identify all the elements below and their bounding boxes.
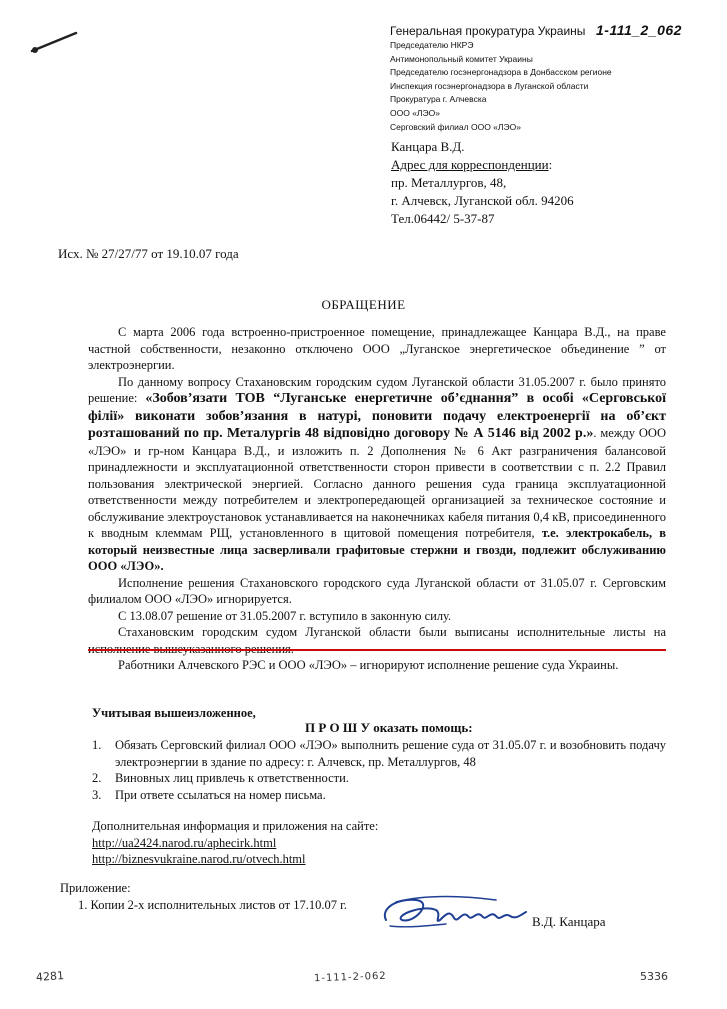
recipients-block bbox=[390, 24, 612, 134]
paragraph bbox=[88, 624, 666, 657]
paragraph: По данному вопросу Стахановским городским судом Луганской области 31.05.2007 г. было принято решение: «Зобов’язати ТОВ “Луганське енергетичне об’єднання” в особі «Серговської філії» виконати зобов’язання в натурі, поновити подачу електроенергії на об’єкт розташований по пр. Металургів 48 відповідно договору № А 5146 від 2002 р.». между ООО «ЛЭО» и гр-ном Канцара В.Д., и изложить п. 2 Дополнения № 6 Акт разграничения балансовой принадлежности и эксплуатационной ответственности сторон привести в соответствии с п. 2.2 Правил пользования электрической энергией. Согласно данного решения суда граница эксплуатационной ответственности между потребителем и электропередающей организацией за техническое состояние и обслуживание электроустановок устанавливается на наконечниках кабеля питания 0,4 кВ, присоединенного к вводным клеммам РЩ, установленного в щитовой помещения потребителя, т.е. электрокабель, в который неизвестные лица засверливали графитовые стержни и гвозди, подлежит обслуживанию ООО «ЛЭО». bbox=[88, 374, 666, 573]
additional-info bbox=[92, 818, 378, 868]
attachment-item: 1. Копии 2-х исполнительных листов от 17.10.07 г. bbox=[78, 898, 347, 912]
handwritten-note: 1-111-2-062 bbox=[313, 970, 387, 985]
recipient-line: Серговский филиал ООО «ЛЭО» bbox=[390, 121, 521, 132]
info-link[interactable]: http://ua2424.narod.ru/aphecirk.html bbox=[92, 835, 277, 850]
document-heading: ОБРАЩЕНИЕ bbox=[321, 297, 406, 312]
recipient-line: Антимонопольный комитет Украины bbox=[390, 53, 533, 64]
attachment-block bbox=[60, 880, 347, 914]
considering-line: Учитывая вышеизложенное, bbox=[92, 706, 256, 720]
list-item: 2. Виновных лиц привлечь к ответственности. bbox=[92, 771, 349, 785]
underlined-sentence: Стахановским городским судом Луганской области были выписаны исполнительные листы на bbox=[118, 625, 666, 639]
letter-body bbox=[88, 324, 666, 674]
handwritten-note: 5336 bbox=[640, 970, 668, 983]
signature-name: В.Д. Канцара bbox=[532, 914, 606, 929]
outgoing-reference: Исх. № 27/27/77 от 19.10.07 года bbox=[58, 246, 239, 261]
sender-street: пр. Металлургов, 48, bbox=[391, 175, 507, 190]
info-label: Дополнительная информация и приложения на сайте: bbox=[92, 819, 379, 833]
attachment-label: Приложение: bbox=[60, 881, 131, 895]
recipient-line: Председателю госэнергонадзора в Донбасском регионе bbox=[390, 67, 612, 78]
list-item: 3. При ответе ссылаться на номер письма. bbox=[92, 787, 326, 802]
sender-block: Канцара В.Д. Адрес для корреспонденции: пр. Металлургов, 48, г. Алчевск, Луганской обл. 94206 Тел.06442/ 5-37-87 bbox=[391, 139, 574, 226]
paragraph: Работники Алчевского РЭС и ООО «ЛЭО» – игнорируют исполнение решение суда Украины. bbox=[118, 658, 619, 672]
signature bbox=[376, 890, 532, 936]
list-item: 1. Обязать Серговский филиал ООО «ЛЭО» выполнить решение суда от 31.05.07 г. и возобновить подачу электроэнергии в здание по адресу: г. Алчевск, пр. Металлургов, 48 bbox=[92, 738, 666, 769]
paragraph: С марта 2006 года встроенно-пристроенное помещение, принадлежащее Канцара В.Д., на праве частной собственности, незаконно отключено ООО „Луганское энергетическое объединение ” от электроэнергии. bbox=[88, 325, 666, 372]
paragraph: С 13.08.07 решение от 31.05.2007 г. вступило в законную силу. bbox=[118, 608, 452, 623]
recipient-line: Прокуратура г. Алчевска bbox=[390, 94, 487, 105]
red-underline-mark bbox=[88, 649, 666, 651]
info-link[interactable]: http://biznesvukraine.narod.ru/otvech.html bbox=[92, 852, 306, 866]
recipient-main: Генеральная прокуратура Украины bbox=[390, 24, 586, 38]
paragraph: Исполнение решения Стахановского городского суда Луганской области от 31.05.07 г. Серговским филиалом ООО «ЛЭО» игнорируется. bbox=[88, 575, 666, 606]
emphasis-text: т.е. электрокабель, в который неизвестные лица засверливали графитовые стержни и гвозди, подлежит обслуживанию ООО «ЛЭО». bbox=[88, 526, 666, 573]
request-heading: П Р О Ш У оказать помощь: bbox=[305, 720, 473, 735]
court-decision-quote: «Зобов’язати ТОВ “Луганське енергетичне об’єднання” в особі «Серговської філії» виконати зобов’язання в натурі, поновити подачу електроенергії на об’єкт розташований по пр. Металургів 48 відповідно договору № А 5146 від 2002 р.» bbox=[88, 391, 666, 441]
request-list bbox=[92, 737, 666, 803]
sender-name: Канцара В.Д. bbox=[391, 139, 465, 154]
handwritten-note: 4281 bbox=[35, 969, 65, 984]
recipient-line: Председателю НКРЭ bbox=[390, 40, 474, 50]
recipient-line: ООО «ЛЭО» bbox=[390, 107, 440, 118]
pin-mark bbox=[28, 27, 80, 57]
sender-city: г. Алчевск, Луганской обл. 94206 bbox=[391, 193, 574, 208]
recipient-line: Инспекция госэнергонадзора в Луганской области bbox=[390, 80, 589, 91]
sender-phone: Тел.06442/ 5-37-87 bbox=[391, 211, 495, 226]
document-id: 1-111_2_062 bbox=[596, 22, 682, 38]
address-label: Адрес для корреспонденции bbox=[391, 157, 549, 172]
